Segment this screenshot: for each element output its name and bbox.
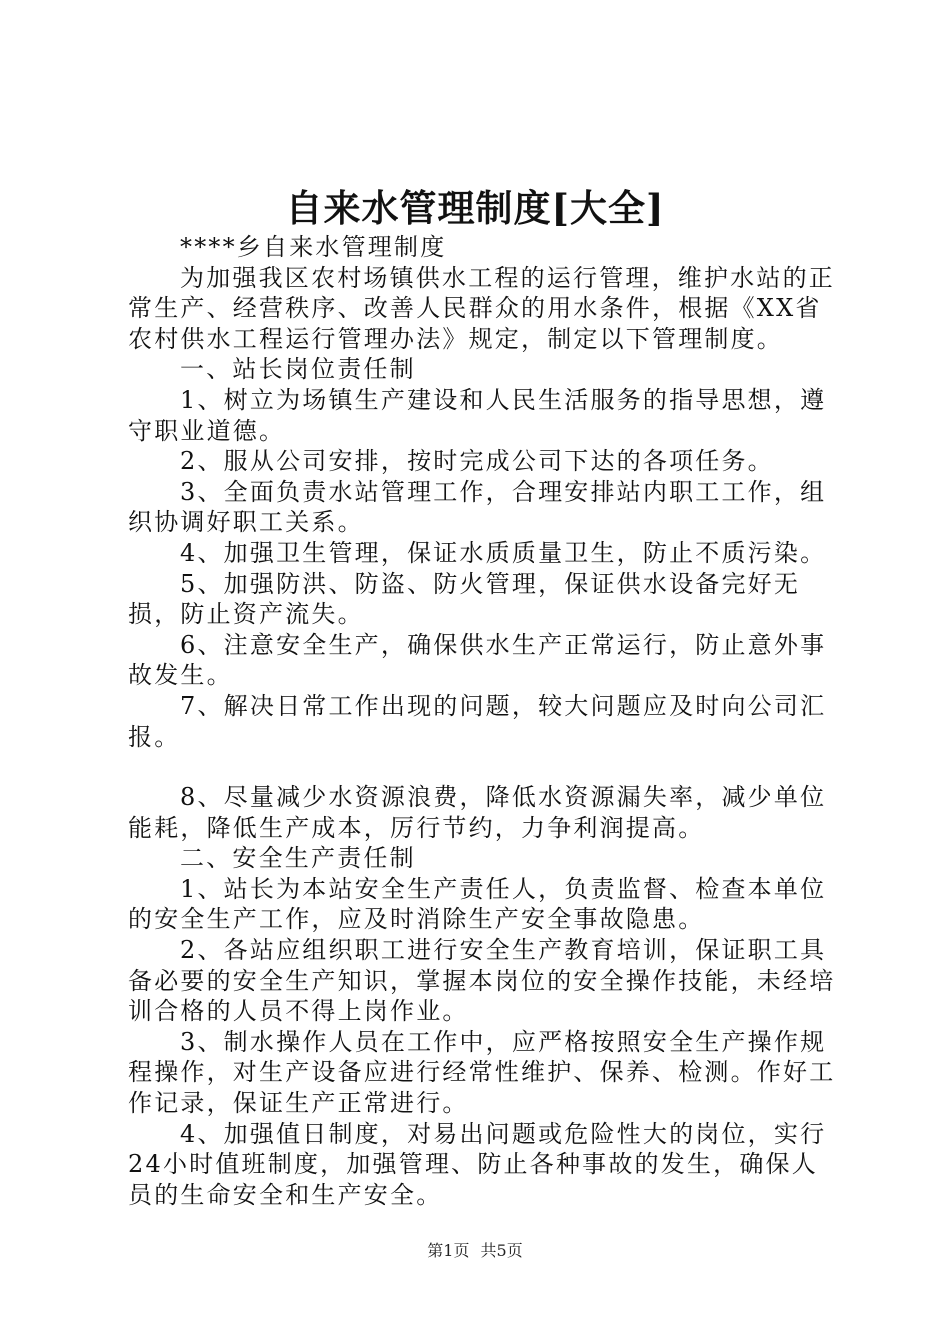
intro-paragraph: 为加强我区农村场镇供水工程的运行管理，维护水站的正常生产、经营秩序、改善人民群众的用水条件，根据《XX省农村供水工程运行管理办法》规定，制定以下管理制度。 [128, 263, 835, 353]
document-body [128, 232, 840, 1210]
safety-item-1: 1、站长为本站安全生产责任人，负责监督、检查本单位的安全生产工作，应及时消除生产安全事故隐患。 [128, 874, 827, 934]
page-total: 共5页 [480, 1241, 523, 1260]
paragraph-item-7: 7、解决日常工作出现的问题，较大问题应及时向公司汇报。 [128, 691, 827, 751]
safety-item-3: 3、制水操作人员在工作中，应严格按照安全生产操作规程操作，对生产设备应进行经常性维护、保养、检测。作好工作记录，保证生产正常进行。 [128, 1027, 836, 1118]
document-title: 自来水管理制度[大全] [285, 186, 665, 230]
safety-item-2: 2、各站应组织职工进行安全生产教育培训，保证职工具备必要的安全生产知识，掌握本岗位的安全操作技能，未经培训合格的人员不得上岗作业。 [128, 936, 836, 1026]
paragraph-item-3: 3、全面负责水站管理工作，合理安排站内职工工作，组织协调好职工关系。 [128, 477, 827, 537]
section-heading-safety: 二、安全生产责任制 [180, 844, 416, 873]
section-heading-stationmaster: 一、站长岗位责任制 [180, 355, 416, 384]
paragraph-item-2: 2、服从公司安排，按时完成公司下达的各项任务。 [180, 447, 774, 476]
paragraph-item-1: 1、树立为场镇生产建设和人民生活服务的指导思想，遵守职业道德。 [128, 385, 827, 445]
page-number: 第1页 [427, 1241, 470, 1260]
page-footer [0, 1240, 950, 1262]
paragraph-item-4: 4、加强卫生管理，保证水质质量卫生，防止不质污染。 [180, 538, 827, 567]
section-heading-township: ****乡自来水管理制度 [180, 233, 447, 261]
paragraph-item-6: 6、注意安全生产，确保供水生产正常运行，防止意外事故发生。 [128, 630, 827, 690]
paragraph-item-8: 8、尽量减少水资源浪费，降低水资源漏失率，减少单位能耗，降低生产成本，厉行节约，力争利润提高。 [128, 783, 827, 842]
paragraph-item-5: 5、加强防洪、防盗、防火管理，保证供水设备完好无损，防止资产流失。 [128, 569, 801, 629]
safety-item-4: 4、加强值日制度，对易出问题或危险性大的岗位，实行24小时值班制度，加强管理、防止各种事故的发生，确保人员的生命安全和生产安全。 [128, 1119, 827, 1209]
